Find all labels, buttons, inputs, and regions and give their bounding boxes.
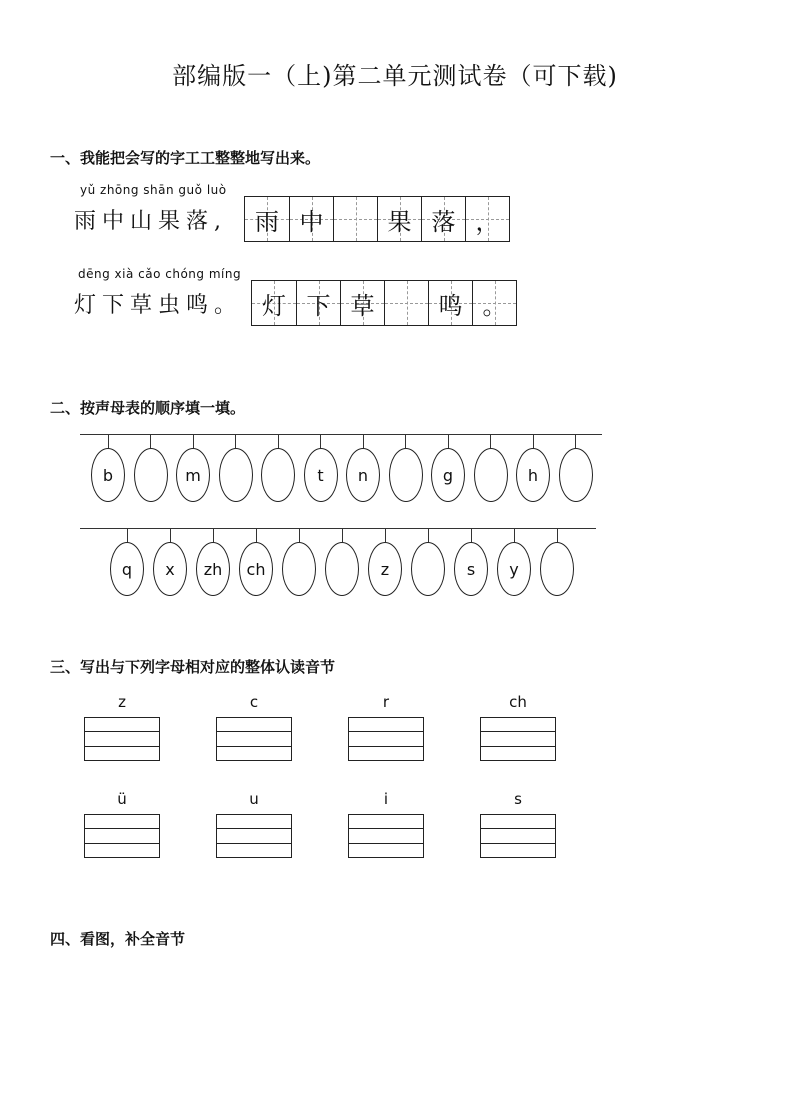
letter-egg[interactable]: q [110,542,144,596]
letter-egg[interactable]: s [454,542,488,596]
letter-egg[interactable] [325,542,359,596]
letter-label: u [249,790,259,808]
egg-item [559,434,593,502]
page-title: 部编版一（上)第二单元测试卷（可下载) [172,62,618,90]
letter-egg[interactable] [474,448,508,502]
section-3-heading: 三、写出与下列字母相对应的整体认读音节 [50,658,336,676]
four-line-grid[interactable] [216,814,292,858]
letter-egg[interactable]: t [304,448,338,502]
line-2-pinyin: dēng xià cǎo chóng míng [78,267,242,281]
section-2-heading: 二、按声母表的顺序填一填。 [50,399,246,417]
egg-item [516,434,550,502]
letter-egg[interactable] [540,542,574,596]
syllable-item [480,790,556,858]
four-line-grid[interactable] [480,717,556,761]
egg-item [368,528,402,596]
letter-egg[interactable] [559,448,593,502]
writing-cell[interactable]: 草 [340,281,384,325]
egg-row-1 [91,434,593,502]
syllable-item [84,693,160,761]
line-1-writing-grid [244,196,510,242]
letter-egg[interactable]: g [431,448,465,502]
line-1-verse: 雨中山果落, [74,209,227,234]
syllable-row-2 [84,790,556,858]
four-line-grid[interactable] [216,717,292,761]
four-line-grid[interactable] [84,717,160,761]
syllable-item [348,693,424,761]
section-4-heading: 四、看图，补全音节 [50,930,186,948]
egg-item [282,528,316,596]
syllable-item [348,790,424,858]
line-1-pinyin: yǔ zhōng shān guǒ luò [80,183,227,197]
writing-cell[interactable]: 雨 [245,197,289,241]
letter-label: s [514,790,522,808]
letter-label: z [118,693,126,711]
egg-item [239,528,273,596]
writing-cell[interactable]: 下 [296,281,340,325]
egg-item [304,434,338,502]
egg-item [454,528,488,596]
egg-item [497,528,531,596]
letter-label: c [249,693,259,711]
egg-item [134,434,168,502]
egg-item [389,434,423,502]
line-2-writing-grid [251,280,517,326]
letter-egg[interactable] [389,448,423,502]
letter-egg[interactable]: x [153,542,187,596]
writing-cell[interactable]: 灯 [252,281,296,325]
egg-item [219,434,253,502]
writing-cell[interactable] [384,281,428,325]
letter-label: ü [117,790,127,808]
egg-item [474,434,508,502]
writing-cell[interactable] [333,197,377,241]
letter-label: i [383,790,389,808]
section-1-heading: 一、我能把会写的字工工整整地写出来。 [50,149,321,167]
line-2-verse: 灯下草虫鸣。 [74,293,243,318]
egg-item [325,528,359,596]
letter-egg[interactable]: z [368,542,402,596]
letter-egg[interactable] [261,448,295,502]
letter-label: r [382,693,390,711]
egg-item [153,528,187,596]
egg-item [261,434,295,502]
syllable-item [216,790,292,858]
letter-egg[interactable]: h [516,448,550,502]
letter-egg[interactable]: n [346,448,380,502]
four-line-grid[interactable] [348,814,424,858]
letter-egg[interactable] [134,448,168,502]
writing-cell[interactable]: 落 [421,197,465,241]
writing-cell[interactable]: 。 [472,281,516,325]
letter-egg[interactable]: y [497,542,531,596]
egg-item [110,528,144,596]
four-line-grid[interactable] [348,717,424,761]
letter-egg[interactable] [411,542,445,596]
writing-cell[interactable]: 果 [377,197,421,241]
syllable-item [216,693,292,761]
letter-egg[interactable]: ch [239,542,273,596]
letter-egg[interactable]: zh [196,542,230,596]
egg-item [196,528,230,596]
letter-egg[interactable] [219,448,253,502]
egg-item [176,434,210,502]
letter-label: ch [509,693,527,711]
egg-item [540,528,574,596]
egg-item [411,528,445,596]
egg-item [346,434,380,502]
syllable-row-1 [84,693,556,761]
egg-row-2 [110,528,574,596]
four-line-grid[interactable] [84,814,160,858]
four-line-grid[interactable] [480,814,556,858]
letter-egg[interactable]: b [91,448,125,502]
letter-egg[interactable] [282,542,316,596]
syllable-item [480,693,556,761]
syllable-item [84,790,160,858]
egg-item [431,434,465,502]
letter-egg[interactable]: m [176,448,210,502]
writing-cell[interactable]: 鸣 [428,281,472,325]
writing-cell[interactable]: ， [465,197,509,241]
egg-item [91,434,125,502]
writing-cell[interactable]: 中 [289,197,333,241]
